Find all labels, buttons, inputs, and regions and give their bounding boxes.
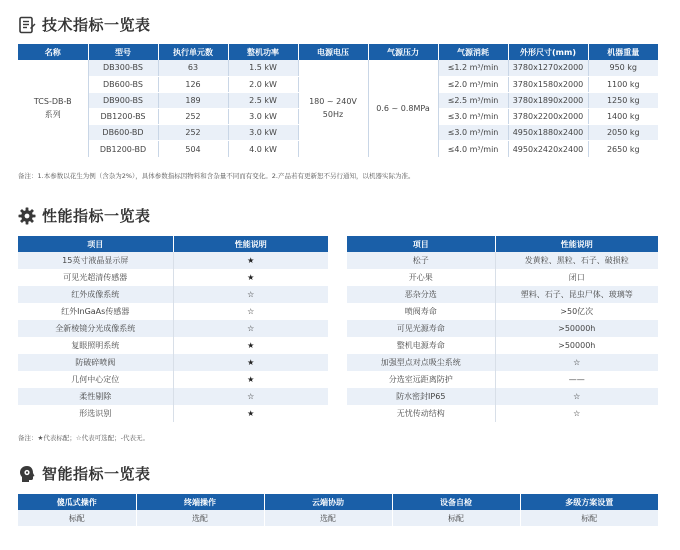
table-row: 无忧传动结构 ☆ [347, 405, 658, 422]
perf-right-header-row: 项目 性能说明 [347, 236, 658, 252]
col-power: 整机功率 [228, 44, 298, 60]
table-row: 红外成像系统 ☆ [18, 286, 328, 303]
table-row: DB900-BS 189 2.5 kW ≤2.5 m³/min 3780x1890x2000 1250 kg [18, 92, 658, 108]
table-row: 加强型点对点吸尘系统 ☆ [347, 354, 658, 371]
table-row: 喷阀寿命 >50亿次 [347, 303, 658, 320]
col-pressure: 气源压力 [368, 44, 438, 60]
col-weight: 机器重量 [588, 44, 658, 60]
table-row: 柔性剔除 ☆ [18, 388, 328, 405]
table-row: 恶杂分选 塑料、石子、昆虫尸体、玻璃等 [347, 286, 658, 303]
table-row: 防破碎喷阀 ★ [18, 354, 328, 371]
table-row: DB600-BD 252 3.0 kW ≤3.0 m³/min 4950x1880x2400 2050 kg [18, 125, 658, 141]
perf-table-left [18, 236, 328, 422]
smart-header-row: 傻瓜式操作 终端操作 云端协助 设备自检 多级方案设置 [18, 494, 658, 510]
series-name-cell: TCS-DB-B 系列 [18, 60, 88, 157]
table-row: 红外InGaAs传感器 ☆ [18, 303, 328, 320]
table-row: DB1200-BS 252 3.0 kW ≤3.0 m³/min 3780x2200x2000 1400 kg [18, 109, 658, 125]
tech-header-row [18, 44, 658, 60]
perf-title: 性能指标一览表 [42, 207, 151, 225]
col-name: 名称 [18, 44, 88, 60]
table-row: 15英寸液晶显示屏 ★ [18, 252, 328, 269]
table-row: 标配 选配 选配 标配 标配 [18, 510, 658, 526]
col-model: 型号 [88, 44, 158, 60]
table-row: 形选识别 ★ [18, 405, 328, 422]
perf-section-header [18, 205, 151, 226]
smart-section-header [18, 463, 151, 484]
col-air: 气源消耗 [438, 44, 508, 60]
tech-note: 备注：1.本参数以花生为例（含杂为2%），具体参数指标因物料和含杂量不同而有变化。2.产品若有更新恕不另行通知，以机器实际为准。 [18, 172, 415, 180]
table-row: 全新棱镜分光成像系统 ☆ [18, 320, 328, 337]
table-row: 松子 发黄粒、黑粒、石子、破损粒 [347, 252, 658, 269]
col-size: 外形尺寸(mm) [508, 44, 588, 60]
table-row: 开心果 闭口 [347, 269, 658, 286]
perf-table-right [347, 236, 658, 422]
tech-section-header [18, 14, 151, 35]
smart-table [18, 494, 658, 526]
table-row: 分选室远距离防护 —— [347, 371, 658, 388]
table-row: 防水密封IP65 ☆ [347, 388, 658, 405]
table-row: TCS-DB-B 系列 DB300-BS 63 1.5 kW 180 ~ 240V 50Hz 0.6 ~ 0.8MPa ≤1.2 m³/min 3780x1270x2000 950 kg [18, 60, 658, 76]
spec-sheet-icon [18, 16, 36, 34]
table-row: 整机电源寿命 >50000h [347, 337, 658, 354]
tech-spec-table [18, 44, 658, 158]
brain-head-icon [18, 465, 36, 483]
gear-icon [18, 207, 36, 225]
table-row: 几何中心定位 ★ [18, 371, 328, 388]
col-units: 执行单元数 [158, 44, 228, 60]
table-row: 可见光超清传感器 ★ [18, 269, 328, 286]
perf-left-header-row: 项目 性能说明 [18, 236, 328, 252]
smart-title: 智能指标一览表 [42, 465, 151, 483]
table-row: DB1200-BD 504 4.0 kW ≤4.0 m³/min 4950x2420x2400 2650 kg [18, 141, 658, 157]
table-row: 复眼照明系统 ★ [18, 337, 328, 354]
tech-title: 技术指标一览表 [42, 16, 151, 34]
col-voltage: 电源电压 [298, 44, 368, 60]
voltage-cell: 180 ~ 240V 50Hz [298, 60, 368, 157]
table-row: 可见光源寿命 >50000h [347, 320, 658, 337]
table-row: DB600-BS 126 2.0 kW ≤2.0 m³/min 3780x1580x2000 1100 kg [18, 76, 658, 92]
perf-note: 备注：★代表标配；☆代表可选配；-代表无。 [18, 434, 149, 442]
pressure-cell: 0.6 ~ 0.8MPa [368, 60, 438, 157]
